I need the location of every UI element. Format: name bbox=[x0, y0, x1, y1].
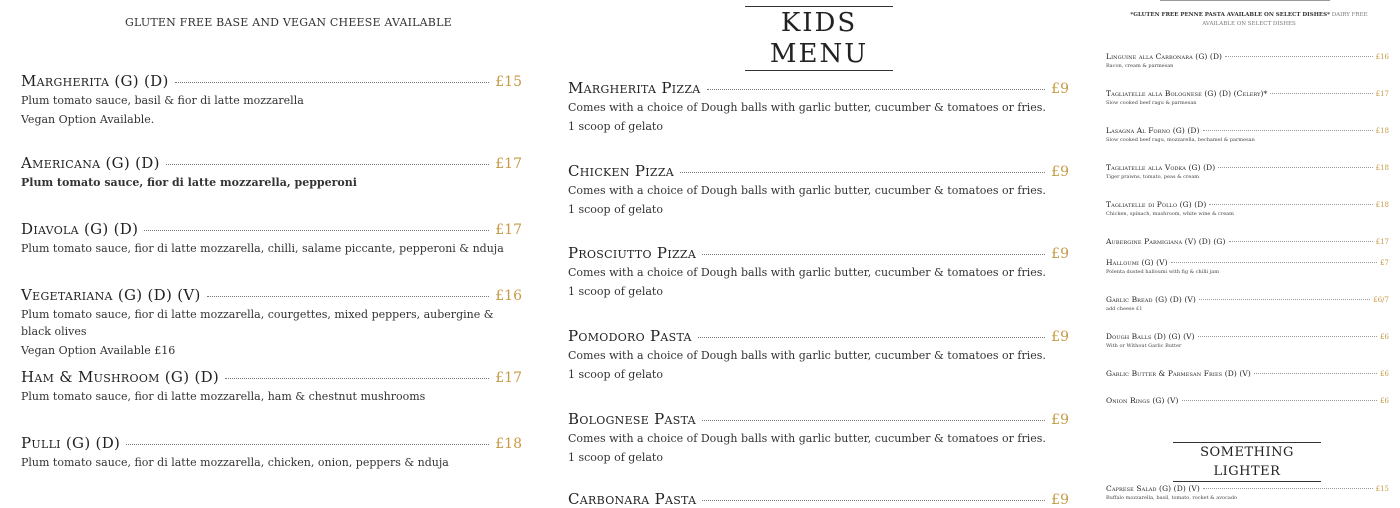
item-name: Diavola (G) (D) bbox=[21, 220, 139, 238]
dot-leader bbox=[702, 420, 1045, 421]
item-description: Plum tomato sauce, basil & fior di latte mozzarella bbox=[21, 94, 304, 107]
menu-item-onion-rings bbox=[1106, 396, 1389, 405]
item-note: 1 scoop of gelato bbox=[568, 285, 663, 298]
item-price: £17 bbox=[1375, 90, 1389, 98]
menu-item-caprese-salad bbox=[1106, 484, 1389, 502]
item-description: Bacon, cream & parmesan bbox=[1106, 63, 1174, 69]
dot-leader bbox=[1203, 488, 1373, 489]
item-price: £9 bbox=[1051, 329, 1069, 345]
menu-item-vegetariana bbox=[21, 286, 522, 359]
item-description: Comes with a choice of Dough balls with garlic butter, cucumber & tomatoes or fries. bbox=[568, 349, 1046, 362]
item-price: £18 bbox=[1375, 201, 1389, 209]
item-description: Comes with a choice of Dough balls with garlic butter, cucumber & tomatoes or fries. bbox=[568, 266, 1046, 279]
menu-item-tagliatelle-bolognese bbox=[1106, 89, 1389, 107]
kids-item-prosciutto-pizza bbox=[568, 244, 1069, 300]
item-name: Vegetariana (G) (D) (V) bbox=[21, 286, 201, 304]
item-price: £15 bbox=[1375, 485, 1389, 493]
item-name: Tagliatelle alla Vodka (G) (D) bbox=[1106, 163, 1216, 172]
dot-leader bbox=[1171, 262, 1377, 263]
item-description: Plum tomato sauce, fior di latte mozzarella, courgettes, mixed peppers, aubergine & black olives bbox=[21, 308, 494, 338]
kids-item-pomodoro-pasta bbox=[568, 327, 1069, 383]
kids-menu-title: KIDS MENU bbox=[745, 6, 893, 71]
item-name: Margherita Pizza bbox=[568, 79, 701, 97]
item-description: Plum tomato sauce, fior di latte mozzarella, pepperoni bbox=[21, 176, 357, 189]
menu-item-tagliatelle-vodka bbox=[1106, 163, 1389, 181]
item-name: Carbonara Pasta bbox=[568, 490, 697, 508]
kids-item-bolognese-pasta bbox=[568, 410, 1069, 466]
menu-item-parmesan-fries bbox=[1106, 369, 1389, 378]
menu-item-linguine-carbonara bbox=[1106, 52, 1389, 70]
dot-leader bbox=[698, 337, 1045, 338]
item-name: Caprese Salad (G) (D) (V) bbox=[1106, 484, 1200, 493]
menu-item-ham-mushroom bbox=[21, 368, 522, 405]
dot-leader bbox=[1270, 93, 1372, 94]
dot-leader bbox=[126, 444, 489, 445]
item-price: £16 bbox=[495, 288, 522, 304]
pasta-note-rest: DAIRY FREE AVAILABLE ON SELECT DISHES bbox=[1202, 12, 1368, 27]
menu-item-dough-balls bbox=[1106, 332, 1389, 350]
item-note: Vegan Option Available £16 bbox=[21, 344, 176, 357]
something-lighter-title: SOMETHING LIGHTER bbox=[1173, 442, 1321, 482]
item-name: Garlic Butter & Parmesan Fries (D) (V) bbox=[1106, 369, 1251, 378]
dot-leader bbox=[1229, 241, 1373, 242]
dot-leader bbox=[702, 500, 1045, 501]
item-price: £17 bbox=[495, 370, 522, 386]
item-description: Comes with a choice of Dough balls with garlic butter, cucumber & tomatoes or fries. bbox=[568, 432, 1046, 445]
gluten-free-note: GLUTEN FREE BASE AND VEGAN CHEESE AVAILABLE bbox=[125, 16, 452, 29]
item-price: £17 bbox=[495, 156, 522, 172]
item-description: Slow cooked beef ragu & parmesan bbox=[1106, 100, 1197, 106]
item-name: Tagliatelle di Pollo (G) (D) bbox=[1106, 200, 1207, 209]
item-name: Pomodoro Pasta bbox=[568, 327, 692, 345]
dot-leader bbox=[225, 378, 489, 379]
item-price: £9 bbox=[1051, 492, 1069, 508]
dot-leader bbox=[1254, 373, 1377, 374]
dot-leader bbox=[1199, 299, 1370, 300]
item-description: Comes with a choice of Dough balls with garlic butter, cucumber & tomatoes or fries. bbox=[568, 184, 1046, 197]
menu-item-tagliatelle-pollo bbox=[1106, 200, 1389, 218]
item-price: £6 bbox=[1380, 370, 1389, 378]
dot-leader bbox=[1198, 336, 1377, 337]
item-price: £9 bbox=[1051, 412, 1069, 428]
item-name: Americana (G) (D) bbox=[21, 154, 160, 172]
item-name: Lasagna Al Forno (G) (D) bbox=[1106, 126, 1200, 135]
pasta-note bbox=[1124, 11, 1374, 29]
item-name: Onion Rings (G) (V) bbox=[1106, 396, 1179, 405]
item-price: £17 bbox=[495, 222, 522, 238]
dot-leader bbox=[707, 89, 1046, 90]
dot-leader bbox=[1182, 400, 1378, 401]
item-price: £16 bbox=[1375, 53, 1389, 61]
menu-item-halloumi bbox=[1106, 258, 1389, 276]
kids-item-margherita-pizza bbox=[568, 79, 1069, 135]
item-price: £9 bbox=[1051, 246, 1069, 262]
item-description: add cheese £1 bbox=[1106, 306, 1143, 312]
pasta-note-bold: *GLUTEN FREE PENNE PASTA AVAILABLE ON SELECT DISHES* bbox=[1130, 12, 1330, 18]
dot-leader bbox=[207, 296, 490, 297]
dot-leader bbox=[680, 172, 1045, 173]
menu-item-americana bbox=[21, 154, 522, 191]
item-description: Chicken, spinach, mushroom, white wine & cream bbox=[1106, 211, 1234, 217]
dot-leader bbox=[1218, 167, 1372, 168]
menu-item-pulli bbox=[21, 434, 522, 471]
item-name: Ham & Mushroom (G) (D) bbox=[21, 368, 220, 386]
dot-leader bbox=[144, 230, 489, 231]
item-description: Polenta dusted halloumi with fig & chilli jam bbox=[1106, 269, 1219, 275]
item-price: £6 bbox=[1380, 333, 1389, 341]
item-price: £18 bbox=[1375, 127, 1389, 135]
kids-item-chicken-pizza bbox=[568, 162, 1069, 218]
item-description: Plum tomato sauce, fior di latte mozzarella, chicken, onion, peppers & nduja bbox=[21, 456, 449, 469]
item-price: £6/7 bbox=[1373, 296, 1389, 304]
item-name: Dough Balls (D) (G) (V) bbox=[1106, 332, 1195, 341]
item-description: Tiger prawns, tomato, peas & cream bbox=[1106, 174, 1200, 180]
dot-leader bbox=[166, 164, 490, 165]
item-note: 1 scoop of gelato bbox=[568, 451, 663, 464]
item-note: 1 scoop of gelato bbox=[568, 203, 663, 216]
item-note: Vegan Option Available. bbox=[21, 113, 155, 126]
item-description: With or Without Garlic Butter bbox=[1106, 343, 1182, 349]
item-name: Linguine alla Carbonara (G) (D) bbox=[1106, 52, 1223, 61]
item-name: Chicken Pizza bbox=[568, 162, 675, 180]
item-name: Bolognese Pasta bbox=[568, 410, 696, 428]
item-name: Aubergine Parmigiana (V) (D) (G) bbox=[1106, 237, 1226, 246]
item-description: Buffalo mozzarella, basil, tomato, rocket & avocado bbox=[1106, 495, 1238, 501]
menu-item-garlic-bread bbox=[1106, 295, 1389, 313]
item-price: £17 bbox=[1375, 238, 1389, 246]
item-name: Margherita (G) (D) bbox=[21, 72, 169, 90]
item-name: Halloumi (G) (V) bbox=[1106, 258, 1168, 267]
kids-item-carbonara-pasta bbox=[568, 490, 1069, 508]
item-price: £9 bbox=[1051, 164, 1069, 180]
dot-leader bbox=[1225, 56, 1373, 57]
item-note: 1 scoop of gelato bbox=[568, 368, 663, 381]
item-price: £7 bbox=[1380, 259, 1389, 267]
item-name: Tagliatelle alla Bolognese (G) (D) (Celery)* bbox=[1106, 89, 1268, 98]
item-name: Pulli (G) (D) bbox=[21, 434, 121, 452]
item-description: Slow cooked beef ragu, mozzarella, bechamel & parmesan bbox=[1106, 137, 1255, 143]
dot-leader bbox=[1203, 130, 1373, 131]
item-price: £15 bbox=[495, 74, 522, 90]
dot-leader bbox=[1209, 204, 1372, 205]
menu-item-margherita bbox=[21, 72, 522, 128]
dot-leader bbox=[702, 254, 1045, 255]
top-divider bbox=[1160, 0, 1330, 1]
item-description: Plum tomato sauce, fior di latte mozzarella, chilli, salame piccante, pepperoni & nduja bbox=[21, 242, 504, 255]
menu-item-aubergine-parmigiana bbox=[1106, 237, 1389, 246]
item-description: Plum tomato sauce, fior di latte mozzarella, ham & chestnut mushrooms bbox=[21, 390, 426, 403]
item-price: £18 bbox=[1375, 164, 1389, 172]
item-name: Prosciutto Pizza bbox=[568, 244, 697, 262]
item-price: £9 bbox=[1051, 81, 1069, 97]
item-price: £6 bbox=[1380, 397, 1389, 405]
menu-item-lasagna bbox=[1106, 126, 1389, 144]
menu-item-diavola bbox=[21, 220, 522, 257]
item-price: £18 bbox=[495, 436, 522, 452]
dot-leader bbox=[175, 82, 490, 83]
item-name: Garlic Bread (G) (D) (V) bbox=[1106, 295, 1196, 304]
item-note: 1 scoop of gelato bbox=[568, 120, 663, 133]
item-description: Comes with a choice of Dough balls with garlic butter, cucumber & tomatoes or fries. bbox=[568, 101, 1046, 114]
